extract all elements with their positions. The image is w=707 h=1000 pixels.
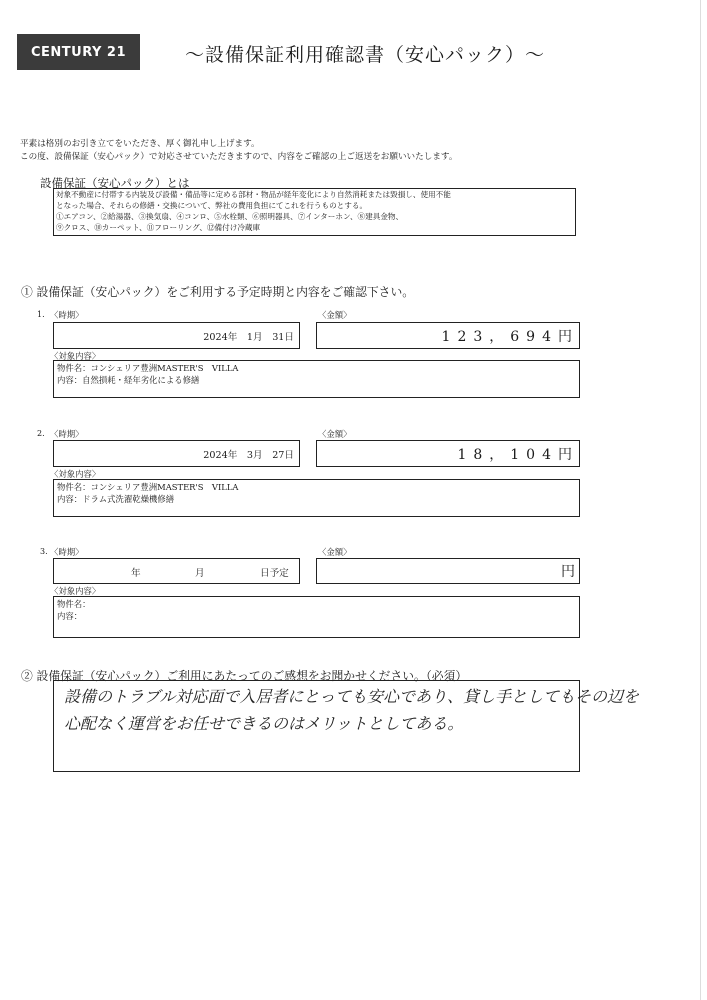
- entry3-detail-label: 〈対象内容〉: [50, 586, 101, 596]
- entry3-property: 物件名：: [57, 599, 91, 609]
- definition-line: となった場合、それらの修繕・交換について、弊社の費用負担にてこれを行うものとする。: [56, 201, 368, 210]
- entry2-amount-field[interactable]: [316, 440, 580, 467]
- document-title: ～設備保証利用確認書（安心パック）～: [185, 44, 546, 66]
- logo-text: CENTURY 21: [30, 44, 127, 60]
- entry2-property: 物件名：コンシェリア豊洲MASTER'S VILLA: [57, 482, 239, 492]
- definition-line: ⑨クロス、⑩カーペット、⑪フローリング、⑫備付け冷蔵庫: [56, 223, 261, 232]
- entry1-detail-field[interactable]: [53, 360, 580, 398]
- entry2-date: 2024年 3月 27日: [203, 449, 294, 461]
- handwritten-line-1: 設備のトラブル対応面で入居者にとっても安心であり、貸し手としてもその辺を: [64, 687, 640, 706]
- handwritten-line-2: 心配なく運営をお任せできるのはメリットとしてある。: [64, 714, 464, 733]
- century21-logo: [17, 34, 140, 70]
- entry1-amount: 123，694円: [441, 328, 579, 345]
- section2-heading: ② 設備保証（安心パック）ご利用にあたってのご感想をお聞かせください。（必須）: [21, 669, 468, 683]
- entry3-content: 内容：: [57, 611, 83, 621]
- intro-line-1: 平素は格別のお引き立てをいただき、厚く御礼申し上げます。: [20, 139, 260, 149]
- entry3-date-field[interactable]: [53, 558, 300, 584]
- entry1-date-field[interactable]: [53, 322, 300, 349]
- entry1-amount-field[interactable]: [316, 322, 580, 349]
- entry2-detail-label: 〈対象内容〉: [50, 469, 101, 479]
- entry1-date: 2024年 1月 31日: [203, 331, 294, 343]
- entry1-number: 1.: [37, 310, 45, 319]
- intro-line-2: この度、設備保証（安心パック）で対応させていただきますので、内容をご確認の上ご返送をお願いいたします。: [20, 152, 458, 162]
- entry3-period-label: 〈時期〉: [50, 547, 84, 557]
- entry1-content: 内容：自然損耗・経年劣化による修繕: [57, 375, 200, 385]
- entry2-number: 2.: [37, 429, 45, 438]
- entry2-date-field[interactable]: [53, 440, 300, 467]
- entry2-period-label: 〈時期〉: [50, 429, 84, 439]
- feedback-field[interactable]: [53, 680, 640, 772]
- entry3-amount-field[interactable]: [316, 558, 580, 584]
- definition-line: ①エアコン、②給湯器、③換気扇、④コンロ、⑤水栓類、⑥照明器具、⑦インターホン、⑧建具金物、: [56, 212, 404, 221]
- entry1-property: 物件名：コンシェリア豊洲MASTER'S VILLA: [57, 363, 239, 373]
- entry2-detail-field[interactable]: [53, 479, 580, 517]
- section1-heading: ① 設備保証（安心パック）をご利用する予定時期と内容をご確認下さい。: [21, 285, 415, 299]
- entry2-amount: 18，104円: [457, 446, 579, 463]
- definition-title: 設備保証（安心パック）とは: [40, 176, 190, 190]
- entry1-amount-label: 〈金額〉: [318, 310, 352, 320]
- entry3-day-label: 日予定: [260, 568, 289, 579]
- scan-edge-line: [700, 0, 701, 1000]
- entry1-detail-label: 〈対象内容〉: [50, 351, 101, 361]
- entry2-content: 内容：ドラム式洗濯乾燥機修繕: [57, 494, 175, 504]
- entry2-amount-label: 〈金額〉: [318, 429, 352, 439]
- definition-box: [53, 188, 576, 236]
- entry3-amount-label: 〈金額〉: [318, 547, 352, 557]
- entry3-year-label: 年: [131, 568, 141, 579]
- entry3-month-label: 月: [195, 568, 205, 579]
- definition-line: 対象不動産に付帯する内装及び設備・備品等に定める部材・物品が経年変化により自然消耗または毀損し、使用不能: [56, 190, 451, 199]
- entry3-amount: 円: [561, 564, 575, 580]
- entry3-detail-field[interactable]: [53, 596, 580, 638]
- entry3-number: 3.: [40, 547, 48, 556]
- entry1-period-label: 〈時期〉: [50, 310, 84, 320]
